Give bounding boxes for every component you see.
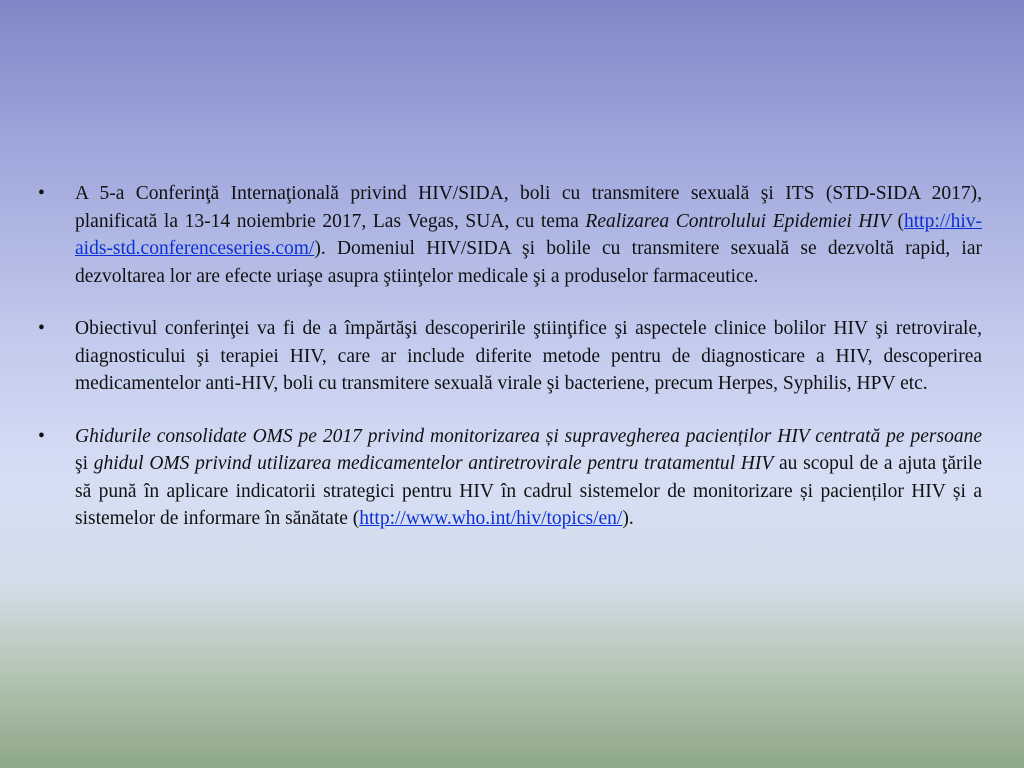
bullet-text: A 5-a Conferinţă Internaţională privind HIV/SIDA, boli cu transmitere sexuală şi ITS (STD-SIDA 2017), planificată la 13-14 noiembrie 2017, Las Vegas, SUA, cu tema (75, 183, 982, 232)
conference-theme: Realizarea Controlului Epidemiei HIV (585, 210, 891, 232)
bullet-item-conference (38, 180, 982, 290)
bullet-text: ( (890, 210, 905, 232)
bullet-marker: • (38, 425, 45, 447)
bullet-item-objective (38, 315, 982, 398)
bullet-text: ). (622, 508, 634, 529)
bullet-text: au scopul de a ajuta ţările să pună în aplicare indicatorii strategici pentru HIV în cadrul sistemelor de monitorizare și pacienților HIV și a sistemelor de informare în sănătate ( (75, 453, 982, 529)
guide-title: ghidul OMS privind utilizarea medicamentelor antiretrovirale pentru tratamentul HIV (93, 453, 774, 474)
conference-link[interactable]: http://hiv-aids-std.conferenceseries.com/ (75, 210, 983, 259)
who-link[interactable]: http://www.who.int/hiv/topics/en/ (359, 508, 623, 529)
guidelines-title: Ghidurile consolidate OMS pe 2017 privind monitorizarea și supravegherea pacienților HIV centrată pe persoane (75, 425, 982, 447)
bullet-text: şi (75, 453, 94, 474)
slide-content (38, 180, 982, 558)
bullet-text: ). Domeniul HIV/SIDA şi bolile cu transmitere sexuală se dezvoltă rapid, iar dezvoltarea lor are efecte uriaşe asupra ştiinţelor medicale şi a produselor farmaceutice. (75, 238, 982, 287)
bullet-item-who-guidelines (38, 423, 982, 533)
bullet-marker: • (38, 318, 45, 339)
bullet-text: Obiectivul conferinţei va fi de a împărtăşi descoperirile ştiinţifice şi aspectele clinice bolilor HIV şi retrovirale, diagnosticului şi terapiei HIV, care ar include diferite metode pentru de diagnosticare a HIV, descoperirea medicamentelor anti-HIV, boli cu transmitere sexuală virale şi bacteriene, precum Herpes, Syphilis, HPV etc. (75, 318, 982, 394)
bullet-marker: • (38, 183, 45, 204)
